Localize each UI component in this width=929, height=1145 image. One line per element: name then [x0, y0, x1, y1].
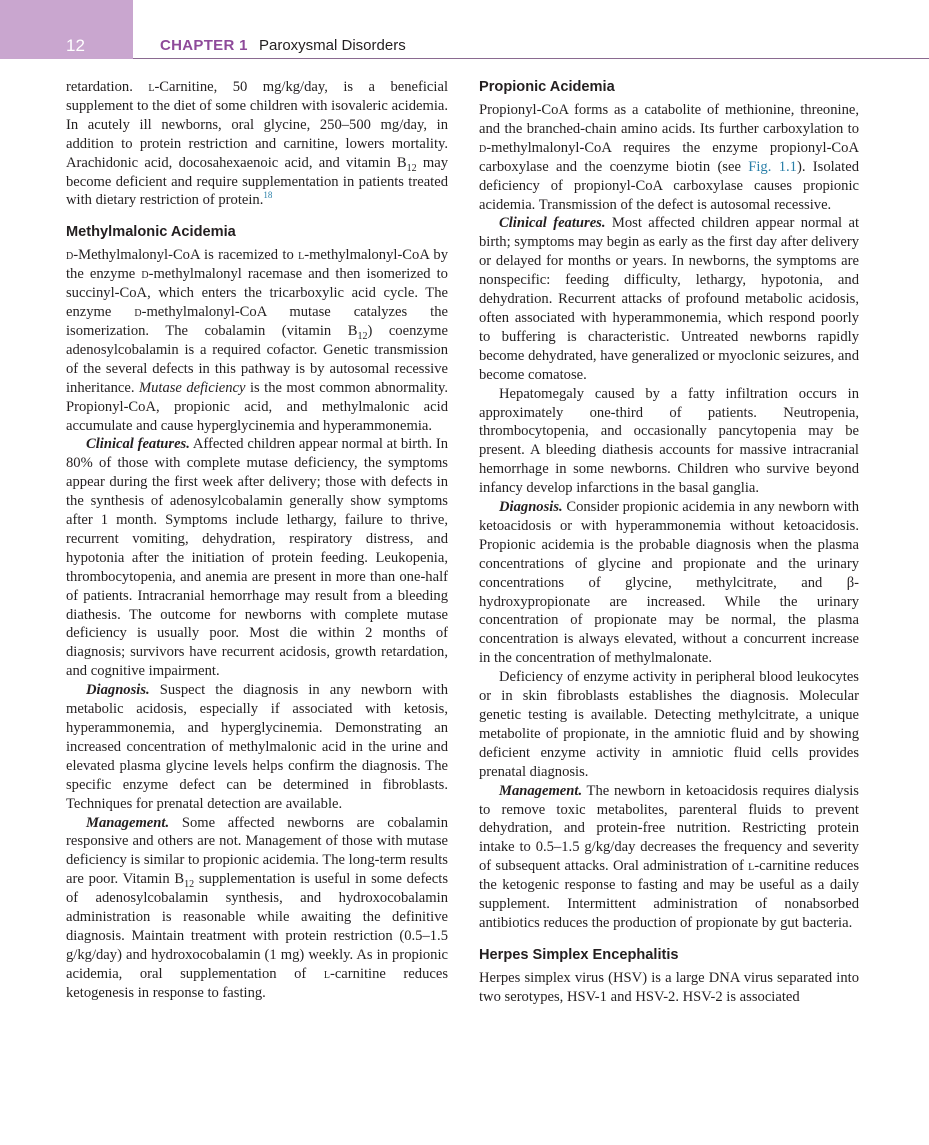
paragraph-pa-management: Management. The newborn in ketoacidosis requires dialysis to remove toxic metabolites, parenteral fluids to prevent dehydration, and protein-free nutrition. Restricting protein intake to 0.5–1.5 g/kg/day decreases the frequency and severity of subsequent attacks. Oral administration of l-carnitine reduces the ketogenic response to fasting and may be useful as a daily supplement. Intermittent administration of nonabsorbed antibiotics reduces the production of propionate by gut bacteria.: [479, 782, 860, 931]
run-in-heading: Diagnosis.: [499, 499, 563, 516]
paragraph-mma-diagnosis: Diagnosis. Suspect the diagnosis in any newborn with metabolic acidosis, especially if associated with ketosis, hyperammonemia, and hyperglycinemia. Demonstrating an increased concentration of methylmalonic acid in the urine and elevated plasma glycine levels helps confirm the diagnosis. The specific enzyme defect can be determined in fibroblasts. Techniques for prenatal detection are available.: [66, 682, 448, 812]
paragraph-hse-intro: Herpes simplex virus (HSV) is a large DNA virus separated into two serotypes, HSV-1 and HSV-2. HSV-2 is associated: [479, 969, 859, 1005]
paragraph-mma-intro: d-Methylmalonyl-CoA is racemized to l-methylmalonyl-CoA by the enzyme d-methylmalonyl racemase and then isomerized to succinyl-CoA, which enters the tricarboxylic acid cycle. The enzyme d-methylmalonyl-CoA mutase catalyzes the isomerization. The cobalamin (vitamin $B_{12}$) coenzyme adenosylcobalamin is a required cofactor. Genetic transmission of the several defects in this pathway is by autosomal recessive inheritance. Mutase deficiency is the most common abnormality. Propionyl-CoA, propionic acid, and methylmalonic acid accumulate and cause hyperglycinemia and hyperammonemia.: [66, 247, 448, 434]
right-column: [479, 78, 859, 1007]
page-number: 12: [66, 36, 85, 55]
heading-propionic-acidemia: Propionic Acidemia: [479, 79, 615, 95]
run-in-heading: Management.: [86, 814, 170, 831]
left-column: [66, 78, 448, 1003]
heading-methylmalonic-acidemia: Methylmalonic Acidemia: [66, 224, 236, 241]
paragraph-pa-clinical-features: Clinical features. Most affected children appear normal at birth; symptoms may begin as early as the first day after delivery or delayed for months or years. In newborns, the symptoms are nonspecific: feeding difficulty, lethargy, hypotonia, and dehydration. Recurrent attacks of profound metabolic acidosis, often associated with hyperammonemia, which respond poorly to buffering is characteristic. Untreated newborns rapidly become dehydrated, have generalized or myoclonic seizures, and become comatose.: [479, 215, 859, 383]
paragraph-pa-enzyme-deficiency: Deficiency of enzyme activity in peripheral blood leukocytes or in skin fibroblasts establishes the diagnosis. Molecular genetic testing is available. Detecting methylcitrate, a unique metabolite of propionate, in the amniotic fluid and by showing deficient enzyme activity in amniotic fluid cells provides prenatal diagnosis.: [479, 669, 859, 780]
chapter-label: CHAPTER 1: [160, 37, 248, 54]
paragraph-pa-hepatomegaly: Hepatomegaly caused by a fatty infiltration occurs in approximately one-third of patients. Neutropenia, thrombocytopenia, and occasionally pancytopenia may be present. A bleeding diathesis accounts for massive intracranial hemorrhage in some newborns. Children who survive beyond infancy develop infarctions in the basal ganglia.: [479, 385, 859, 497]
chapter-title: Paroxysmal Disorders: [259, 37, 406, 54]
paragraph-mma-management: Management. Some affected newborns are cobalamin responsive and others are not. Management of those with mutase deficiency is similar to propionic acidemia. The long-term results are poor. Vitamin $B_{12}$ supplementation is useful in some defects of adenosylcobalamin synthesis, and hydroxocobalamin administration is reasonable while awaiting the definitive diagnosis. Maintain treatment with protein restriction (0.5–1.5 g/kg/day) and hydroxocobalamin (1 mg) weekly. As in propionic acidemia, oral supplementation of l-carnitine reduces ketogenesis in response to fasting.: [66, 814, 449, 1001]
paragraph-pa-intro: Propionyl-CoA forms as a catabolite of methionine, threonine, and the branched-chain amino acids. Its further carboxylation to d-methylmalonyl-CoA requires the enzyme propionyl-CoA carboxylase and the coenzyme biotin (see Fig. 1.1). Isolated deficiency of propionyl-CoA carboxylase causes propionic acidemia. Transmission of the defect is autosomal recessive.: [479, 102, 859, 213]
paragraph-pa-diagnosis: Diagnosis. Consider propionic acidemia in any newborn with ketoacidosis or with hyperammonemia without ketoacidosis. Propionic acidemia is the probable diagnosis when the plasma concentrations of glycine and propionate and the urinary concentrations of glycine, methylcitrate, and β-hydroxypropionate are increased. While the urinary concentration of propionate may be normal, the plasma concentration is always elevated, without a concurrent increase in the concentration of methylmalonate.: [479, 499, 859, 667]
run-in-heading: Clinical features.: [499, 215, 606, 232]
run-in-heading: Clinical features.: [86, 436, 190, 453]
header-rule: [133, 58, 929, 59]
heading-herpes-simplex-encephalitis: Herpes Simplex Encephalitis: [479, 946, 679, 963]
paragraph-isovaleric-continuation: retardation. l-Carnitine, 50 mg/kg/day, is a beneficial supplement to the diet of some children with isovaleric acidemia. In acutely ill newborns, oral glycine, 250–500 mg/day, in addition to protein restriction and carnitine, lowers mortality. Arachidonic acid, docosahexaenoic acid, and vitamin $B_{12}$ may become deficient and require supplementation in patients treated with dietary restriction of protein.$^{18}$: [66, 79, 449, 209]
run-in-heading: Management.: [499, 782, 583, 799]
reference-marker[interactable]: 18: [263, 190, 273, 201]
figure-link[interactable]: Fig. 1.1: [748, 158, 797, 175]
paragraph-mma-clinical-features: Clinical features. Affected children appear normal at birth. In 80% of those with complete mutase deficiency, the symptoms appear during the first week after delivery; those with defects in the synthesis of adenosylcobalamin generally show symptoms after 1 month. Symptoms include lethargy, failure to thrive, recurrent vomiting, dehydration, respiratory distress, and hypotonia after the initiation of protein feeding. Leukopenia, thrombocytopenia, and anemia are present in more than one-half of patients. Intracranial hemorrhage may result from a bleeding diathesis. The outcome for newborns with complete mutase deficiency is usually poor. Most die within 2 months of diagnosis; survivors have recurrent acidosis, growth retardation, and cognitive impairment.: [66, 436, 449, 680]
run-in-heading: Diagnosis.: [86, 682, 150, 699]
